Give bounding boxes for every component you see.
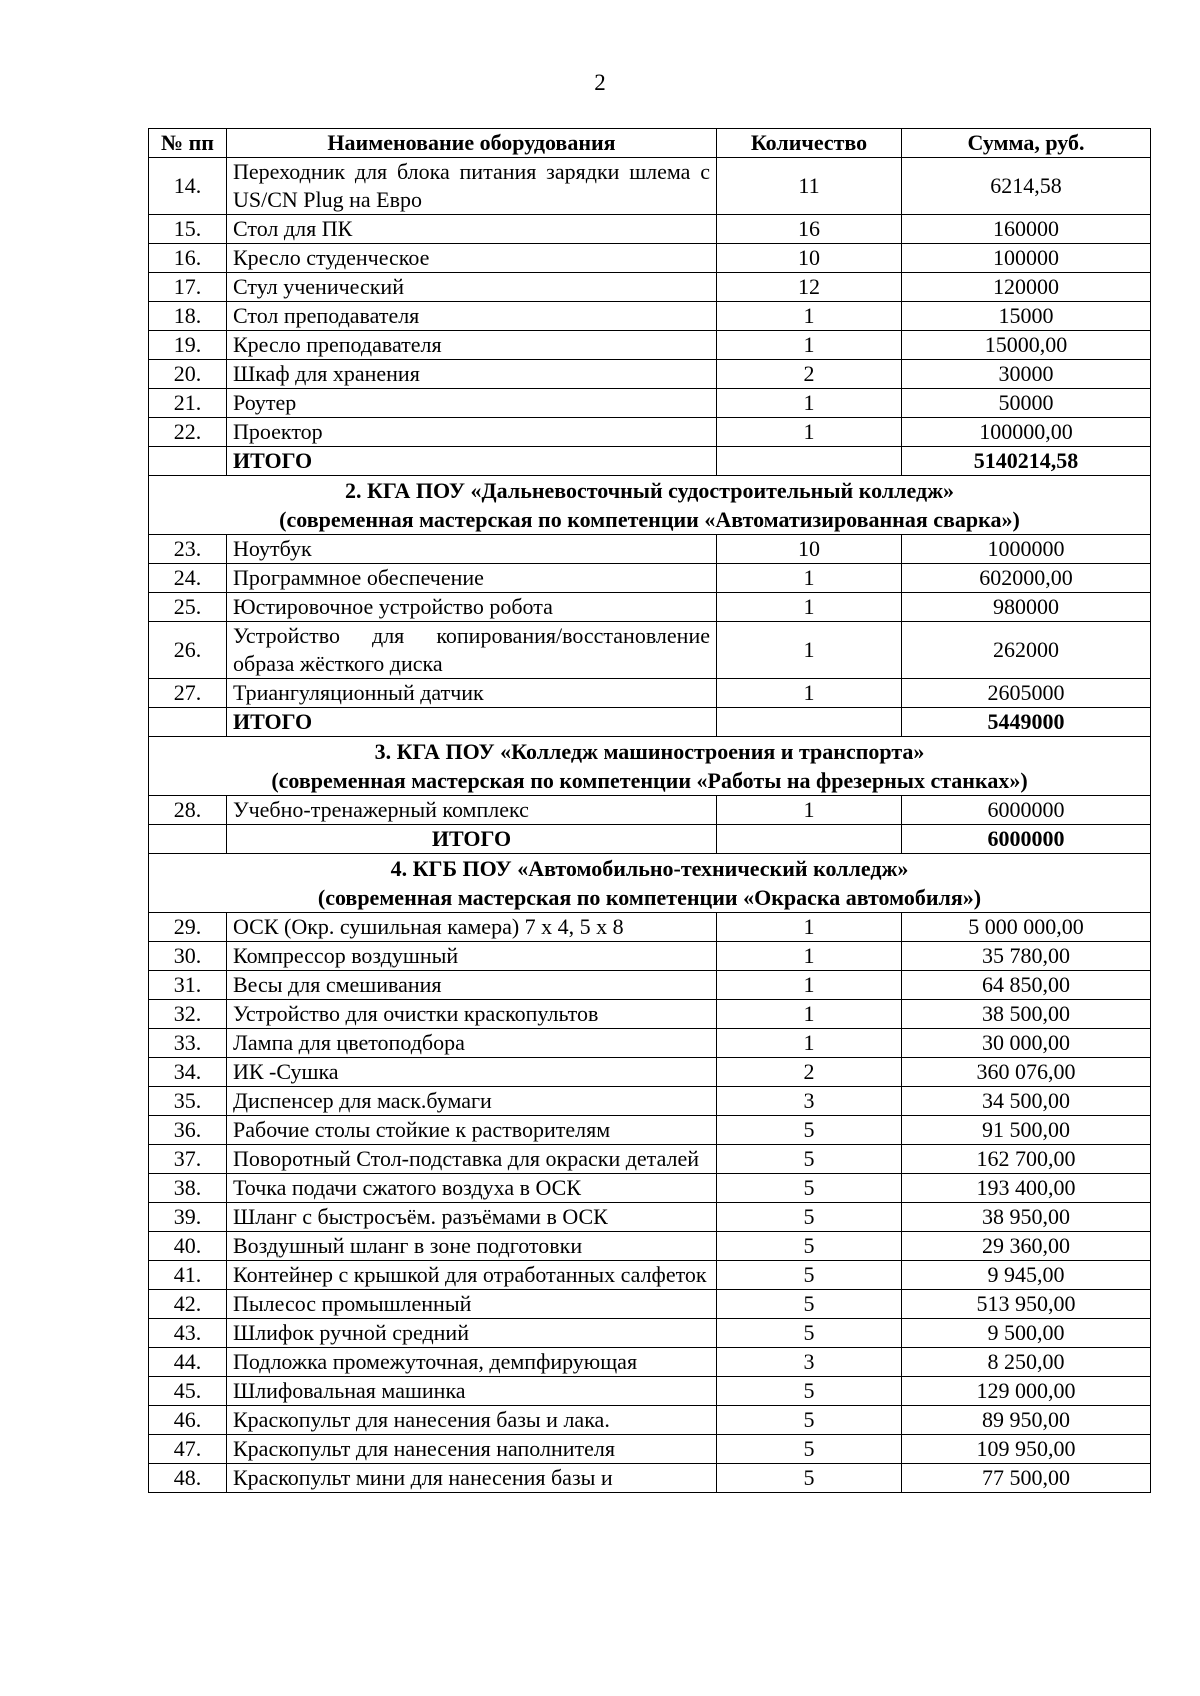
row-quantity: 5 xyxy=(717,1116,902,1145)
row-number: 35. xyxy=(149,1087,227,1116)
row-number: 30. xyxy=(149,942,227,971)
total-empty-cell xyxy=(149,708,227,737)
row-number: 31. xyxy=(149,971,227,1000)
equipment-table xyxy=(148,128,1151,1493)
row-quantity: 5 xyxy=(717,1232,902,1261)
row-quantity: 1 xyxy=(717,564,902,593)
row-equipment-name: Диспенсер для маск.бумаги xyxy=(227,1087,717,1116)
row-quantity: 1 xyxy=(717,971,902,1000)
table-row xyxy=(149,158,1151,215)
table-row xyxy=(149,1029,1151,1058)
table-row xyxy=(149,389,1151,418)
table-row xyxy=(149,215,1151,244)
row-number: 47. xyxy=(149,1435,227,1464)
row-sum: 513 950,00 xyxy=(902,1290,1151,1319)
row-quantity: 1 xyxy=(717,389,902,418)
total-empty-cell xyxy=(149,825,227,854)
row-sum: 15000,00 xyxy=(902,331,1151,360)
row-number: 28. xyxy=(149,796,227,825)
row-sum: 162 700,00 xyxy=(902,1145,1151,1174)
row-equipment-name: Шланг с быстросъём. разъёмами в ОСК xyxy=(227,1203,717,1232)
total-label: ИТОГО xyxy=(227,708,717,737)
row-quantity: 5 xyxy=(717,1319,902,1348)
total-row xyxy=(149,825,1151,854)
table-row xyxy=(149,1261,1151,1290)
row-sum: 9 500,00 xyxy=(902,1319,1151,1348)
section-institution: 4. КГБ ПОУ «Автомобильно-технический колледж» xyxy=(390,856,909,881)
table-row xyxy=(149,913,1151,942)
row-quantity: 11 xyxy=(717,158,902,215)
row-equipment-name: Юстировочное устройство робота xyxy=(227,593,717,622)
row-sum: 602000,00 xyxy=(902,564,1151,593)
table-row xyxy=(149,796,1151,825)
section-header-row xyxy=(149,476,1151,535)
row-sum: 129 000,00 xyxy=(902,1377,1151,1406)
total-label: ИТОГО xyxy=(227,447,717,476)
table-row xyxy=(149,331,1151,360)
row-sum: 30 000,00 xyxy=(902,1029,1151,1058)
row-quantity: 5 xyxy=(717,1174,902,1203)
total-empty-qty xyxy=(717,447,902,476)
row-quantity: 1 xyxy=(717,622,902,679)
table-row xyxy=(149,564,1151,593)
row-number: 40. xyxy=(149,1232,227,1261)
table-row xyxy=(149,1319,1151,1348)
row-quantity: 5 xyxy=(717,1464,902,1493)
row-equipment-name: Воздушный шланг в зоне подготовки xyxy=(227,1232,717,1261)
total-empty-cell xyxy=(149,447,227,476)
section-institution: 3. КГА ПОУ «Колледж машиностроения и транспорта» xyxy=(374,739,925,764)
total-empty-qty xyxy=(717,825,902,854)
row-sum: 100000 xyxy=(902,244,1151,273)
row-equipment-name: ОСК (Окр. сушильная камера) 7 х 4, 5 х 8 xyxy=(227,913,717,942)
row-quantity: 1 xyxy=(717,796,902,825)
row-number: 15. xyxy=(149,215,227,244)
row-number: 16. xyxy=(149,244,227,273)
row-equipment-name: Кресло студенческое xyxy=(227,244,717,273)
table-row xyxy=(149,942,1151,971)
row-sum: 29 360,00 xyxy=(902,1232,1151,1261)
row-quantity: 10 xyxy=(717,244,902,273)
row-number: 41. xyxy=(149,1261,227,1290)
row-quantity: 16 xyxy=(717,215,902,244)
row-quantity: 1 xyxy=(717,302,902,331)
section-title xyxy=(149,854,1151,913)
section-institution: 2. КГА ПОУ «Дальневосточный судостроительный колледж» xyxy=(344,478,955,503)
row-quantity: 1 xyxy=(717,593,902,622)
row-sum: 100000,00 xyxy=(902,418,1151,447)
section-competence: (современная мастерская по компетенции «Работы на фрезерных станках») xyxy=(271,768,1028,793)
total-row xyxy=(149,708,1151,737)
table-row xyxy=(149,418,1151,447)
table-row xyxy=(149,1232,1151,1261)
row-number: 19. xyxy=(149,331,227,360)
header-name: Наименование оборудования xyxy=(227,129,717,158)
row-number: 32. xyxy=(149,1000,227,1029)
row-quantity: 1 xyxy=(717,331,902,360)
section-competence: (современная мастерская по компетенции «Автоматизированная сварка») xyxy=(279,507,1020,532)
section-header-row xyxy=(149,737,1151,796)
row-sum: 8 250,00 xyxy=(902,1348,1151,1377)
row-quantity: 1 xyxy=(717,1000,902,1029)
total-empty-qty xyxy=(717,708,902,737)
row-number: 48. xyxy=(149,1464,227,1493)
row-quantity: 5 xyxy=(717,1261,902,1290)
row-quantity: 1 xyxy=(717,942,902,971)
row-equipment-name: Рабочие столы стойкие к растворителям xyxy=(227,1116,717,1145)
row-quantity: 5 xyxy=(717,1377,902,1406)
row-sum: 9 945,00 xyxy=(902,1261,1151,1290)
row-number: 21. xyxy=(149,389,227,418)
total-sum: 5449000 xyxy=(902,708,1151,737)
row-number: 36. xyxy=(149,1116,227,1145)
row-number: 43. xyxy=(149,1319,227,1348)
table-row xyxy=(149,1058,1151,1087)
table-row xyxy=(149,1087,1151,1116)
row-sum: 77 500,00 xyxy=(902,1464,1151,1493)
table-row xyxy=(149,1145,1151,1174)
row-number: 20. xyxy=(149,360,227,389)
row-equipment-name: Кресло преподавателя xyxy=(227,331,717,360)
row-equipment-name: ИК -Сушка xyxy=(227,1058,717,1087)
row-equipment-name: Поворотный Стол-подставка для окраски деталей xyxy=(227,1145,717,1174)
table-row xyxy=(149,679,1151,708)
row-quantity: 12 xyxy=(717,273,902,302)
row-equipment-name: Краскопульт мини для нанесения базы и xyxy=(227,1464,717,1493)
table-row xyxy=(149,535,1151,564)
table-row xyxy=(149,1203,1151,1232)
total-row xyxy=(149,447,1151,476)
row-equipment-name: Шлифовальная машинка xyxy=(227,1377,717,1406)
table-row xyxy=(149,1435,1151,1464)
table-row xyxy=(149,1000,1151,1029)
table-row xyxy=(149,622,1151,679)
row-sum: 34 500,00 xyxy=(902,1087,1151,1116)
row-equipment-name: Шкаф для хранения xyxy=(227,360,717,389)
row-sum: 89 950,00 xyxy=(902,1406,1151,1435)
row-number: 42. xyxy=(149,1290,227,1319)
row-equipment-name: Краскопульт для нанесения наполнителя xyxy=(227,1435,717,1464)
row-equipment-name: Проектор xyxy=(227,418,717,447)
section-title xyxy=(149,476,1151,535)
row-sum: 120000 xyxy=(902,273,1151,302)
row-number: 27. xyxy=(149,679,227,708)
row-sum: 160000 xyxy=(902,215,1151,244)
row-quantity: 1 xyxy=(717,913,902,942)
row-sum: 38 950,00 xyxy=(902,1203,1151,1232)
row-sum: 2605000 xyxy=(902,679,1151,708)
row-equipment-name: Весы для смешивания xyxy=(227,971,717,1000)
row-sum: 38 500,00 xyxy=(902,1000,1151,1029)
row-number: 25. xyxy=(149,593,227,622)
row-equipment-name: Стул ученический xyxy=(227,273,717,302)
table-row xyxy=(149,360,1151,389)
row-number: 38. xyxy=(149,1174,227,1203)
row-equipment-name: Контейнер с крышкой для отработанных салфеток xyxy=(227,1261,717,1290)
row-number: 29. xyxy=(149,913,227,942)
row-equipment-name: Точка подачи сжатого воздуха в ОСК xyxy=(227,1174,717,1203)
row-equipment-name: Стол преподавателя xyxy=(227,302,717,331)
row-sum: 360 076,00 xyxy=(902,1058,1151,1087)
row-equipment-name: Устройство для копирования/восстановление образа жёсткого диска xyxy=(227,622,717,679)
row-quantity: 5 xyxy=(717,1145,902,1174)
row-number: 34. xyxy=(149,1058,227,1087)
row-equipment-name: Ноутбук xyxy=(227,535,717,564)
row-quantity: 3 xyxy=(717,1087,902,1116)
table-body xyxy=(149,158,1151,1493)
table-row xyxy=(149,593,1151,622)
row-number: 22. xyxy=(149,418,227,447)
row-sum: 6214,58 xyxy=(902,158,1151,215)
row-number: 39. xyxy=(149,1203,227,1232)
row-sum: 1000000 xyxy=(902,535,1151,564)
row-equipment-name: Краскопульт для нанесения базы и лака. xyxy=(227,1406,717,1435)
header-qty: Количество xyxy=(717,129,902,158)
row-quantity: 2 xyxy=(717,360,902,389)
table-header-row xyxy=(149,129,1151,158)
row-equipment-name: Устройство для очистки краскопультов xyxy=(227,1000,717,1029)
table-row xyxy=(149,1116,1151,1145)
row-equipment-name: Триангуляционный датчик xyxy=(227,679,717,708)
row-equipment-name: Программное обеспечение xyxy=(227,564,717,593)
row-quantity: 10 xyxy=(717,535,902,564)
row-quantity: 5 xyxy=(717,1203,902,1232)
row-sum: 91 500,00 xyxy=(902,1116,1151,1145)
row-quantity: 5 xyxy=(717,1290,902,1319)
row-number: 37. xyxy=(149,1145,227,1174)
row-quantity: 1 xyxy=(717,418,902,447)
row-sum: 30000 xyxy=(902,360,1151,389)
row-sum: 50000 xyxy=(902,389,1151,418)
row-number: 18. xyxy=(149,302,227,331)
total-sum: 5140214,58 xyxy=(902,447,1151,476)
row-sum: 262000 xyxy=(902,622,1151,679)
total-sum: 6000000 xyxy=(902,825,1151,854)
table-row xyxy=(149,244,1151,273)
row-number: 33. xyxy=(149,1029,227,1058)
row-quantity: 1 xyxy=(717,1029,902,1058)
section-competence: (современная мастерская по компетенции «Окраска автомобиля») xyxy=(317,885,982,910)
row-quantity: 2 xyxy=(717,1058,902,1087)
row-sum: 15000 xyxy=(902,302,1151,331)
table-row xyxy=(149,302,1151,331)
row-equipment-name: Подложка промежуточная, демпфирующая xyxy=(227,1348,717,1377)
row-sum: 109 950,00 xyxy=(902,1435,1151,1464)
row-number: 44. xyxy=(149,1348,227,1377)
row-sum: 980000 xyxy=(902,593,1151,622)
row-number: 24. xyxy=(149,564,227,593)
row-equipment-name: Роутер xyxy=(227,389,717,418)
table-row xyxy=(149,1464,1151,1493)
row-equipment-name: Пылесос промышленный xyxy=(227,1290,717,1319)
row-number: 23. xyxy=(149,535,227,564)
section-header-row xyxy=(149,854,1151,913)
row-sum: 6000000 xyxy=(902,796,1151,825)
row-quantity: 5 xyxy=(717,1435,902,1464)
table-row xyxy=(149,1377,1151,1406)
table-row xyxy=(149,1174,1151,1203)
page-number: 2 xyxy=(594,70,606,95)
row-equipment-name: Учебно-тренажерный комплекс xyxy=(227,796,717,825)
row-sum: 5 000 000,00 xyxy=(902,913,1151,942)
row-quantity: 5 xyxy=(717,1406,902,1435)
row-equipment-name: Переходник для блока питания зарядки шлема с US/CN Plug на Евро xyxy=(227,158,717,215)
row-sum: 193 400,00 xyxy=(902,1174,1151,1203)
table-row xyxy=(149,971,1151,1000)
header-sum: Сумма, руб. xyxy=(902,129,1151,158)
table-row xyxy=(149,1406,1151,1435)
table-row xyxy=(149,1348,1151,1377)
row-quantity: 1 xyxy=(717,679,902,708)
row-number: 26. xyxy=(149,622,227,679)
header-num: № пп xyxy=(149,129,227,158)
row-equipment-name: Стол для ПК xyxy=(227,215,717,244)
table-row xyxy=(149,273,1151,302)
row-sum: 35 780,00 xyxy=(902,942,1151,971)
total-label: ИТОГО xyxy=(227,825,717,854)
row-number: 17. xyxy=(149,273,227,302)
row-number: 45. xyxy=(149,1377,227,1406)
row-number: 14. xyxy=(149,158,227,215)
row-equipment-name: Лампа для цветоподбора xyxy=(227,1029,717,1058)
row-equipment-name: Компрессор воздушный xyxy=(227,942,717,971)
table-row xyxy=(149,1290,1151,1319)
row-sum: 64 850,00 xyxy=(902,971,1151,1000)
row-equipment-name: Шлифок ручной средний xyxy=(227,1319,717,1348)
row-number: 46. xyxy=(149,1406,227,1435)
section-title xyxy=(149,737,1151,796)
row-quantity: 3 xyxy=(717,1348,902,1377)
